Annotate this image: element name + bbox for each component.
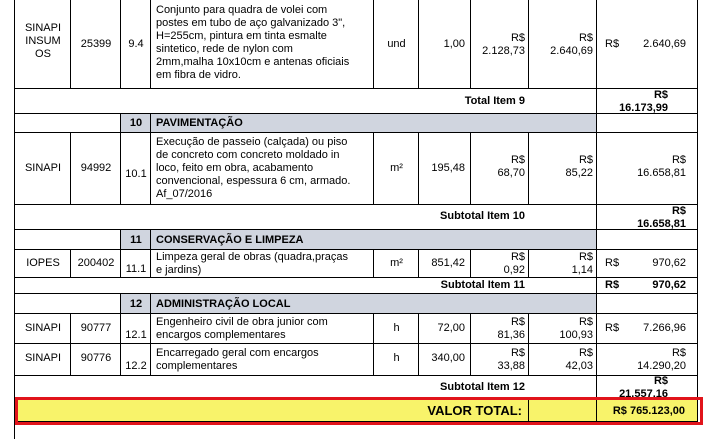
cell-unit-com-bdi [529,314,597,344]
subtotal-item-11-value-cell [597,278,698,294]
unit-com-bdi-text: R$ 100,93 [559,316,593,341]
descricao-text: Conjunto para quadra de volei com postes em tubo de aço galvanizado 3", H=255cm, pintura em tinta esmalte sintetico, rede de nylon com 2mm,malha 10x10cm e antenas oficiais em fibra de vidro. [156,4,350,81]
cell-fonte [15,0,71,89]
cell-descricao [151,0,374,89]
section-blank-cell [15,294,121,314]
cell-item [121,344,151,376]
valor-total-highlight-box [15,397,703,425]
codigo-text: 90777 [80,322,112,334]
total-value-text: 970,62 [652,257,686,269]
section-11-title: CONSERVAÇÃO E LIMPEZA [156,234,304,246]
valor-total-value: R$ 765.123,00 [612,405,685,417]
total-value-text: R$ 16.658,81 [637,154,686,179]
unit-sem-bdi-text: R$ 68,70 [497,154,525,179]
section-11-num-cell [121,230,151,250]
cell-fonte [15,250,71,278]
fonte-text: SINAPI [24,322,62,334]
quantidade-text: 72,00 [437,322,465,334]
cell-descricao [151,250,374,278]
cell-quantidade [419,133,471,205]
cell-unit-sem-bdi [471,133,529,205]
quantidade-text: 1,00 [443,38,465,50]
cell-total [597,133,698,205]
cell-codigo [71,314,121,344]
item-text: 11.1 [125,263,147,275]
section-10-title-cell [151,114,597,133]
section-10-num-cell [121,114,151,133]
cell-item [121,0,151,89]
subtotal-item-10-value: R$ 16.658,81 [637,205,686,230]
section-blank-cell [15,114,121,133]
unidade-text: h [393,352,400,364]
total-rs-text: R$ [605,257,620,269]
fonte-text: SINAPI [24,162,62,174]
cell-descricao [151,314,374,344]
unit-com-bdi-text: R$ 42,03 [565,347,593,372]
cell-unit-sem-bdi [471,314,529,344]
total-value-text: 2.640,69 [643,38,686,50]
cell-unit-com-bdi [529,344,597,376]
subtotal-item-11-value: 970,62 [652,279,686,291]
subtotal-item-12-label: Subtotal Item 12 [440,381,525,393]
cell-unidade [374,0,419,89]
descricao-text: Engenheiro civil de obra junior com encargos complementares [156,316,328,341]
cell-descricao [151,133,374,205]
valor-total-label: VALOR TOTAL: [427,403,522,418]
cell-total [597,250,698,278]
total-rs-text: R$ [605,322,620,334]
section-11-title-cell [151,230,597,250]
cell-quantidade [419,344,471,376]
cell-fonte [15,344,71,376]
cell-item [121,133,151,205]
total-item-9-value: R$ 16.173,99 [619,89,668,114]
cell-unidade [374,250,419,278]
descricao-text: Encarregado geral com encargos complementares [156,347,319,372]
total-item-9-label-cell [15,89,597,114]
quantidade-text: 340,00 [431,352,465,364]
subtotal-item-11-label: Subtotal Item 11 [440,279,525,291]
cell-unit-com-bdi [529,250,597,278]
unidade-text: und [387,38,406,50]
cell-quantidade [419,0,471,89]
section-blank-total-cell [597,230,698,250]
item-text: 12.2 [125,360,147,372]
cell-codigo [71,0,121,89]
section-11-num: 11 [130,234,142,246]
descricao-text: Execução de passeio (calçada) ou piso de concreto com concreto moldado in loco, feito em obra, acabamento convencional, espessura 6 cm, armado. Af_07/2016 [156,136,351,200]
cell-unit-com-bdi [529,0,597,89]
total-value-text: 7.266,96 [643,322,686,334]
unidade-text: m² [390,162,403,174]
cell-fonte [15,314,71,344]
cell-total [597,314,698,344]
codigo-text: 200402 [77,257,115,269]
cell-codigo [71,133,121,205]
item-text: 12.1 [125,329,147,341]
cell-unidade [374,344,419,376]
codigo-text: 94992 [80,162,112,174]
quantidade-text: 851,42 [431,257,465,269]
cell-codigo [71,344,121,376]
cell-descricao [151,344,374,376]
cell-total [597,0,698,89]
fonte-text: SINAPI INSUM OS [24,22,62,60]
unit-sem-bdi-text: R$ 81,36 [497,316,525,341]
descricao-text: Limpeza geral de obras (quadra,praças e jardins) [156,251,349,276]
cell-total [597,344,698,376]
unit-sem-bdi-text: R$ 0,92 [503,251,525,276]
section-10-title: PAVIMENTAÇÃO [156,117,243,129]
section-blank-cell [15,230,121,250]
cell-unit-sem-bdi [471,344,529,376]
subtotal-item-11-rs: R$ [605,279,620,291]
cell-item [121,314,151,344]
subtotal-item-11-label-cell [15,278,597,294]
cell-quantidade [419,250,471,278]
subtotal-item-12-value: R$ 21.557,16 [619,376,668,400]
total-value-text: R$ 14.290,20 [637,347,686,372]
section-blank-total-cell [597,114,698,133]
unit-sem-bdi-text: R$ 33,88 [497,347,525,372]
unidade-text: h [393,322,400,334]
fonte-text: IOPES [26,257,60,269]
section-12-title: ADMINISTRAÇÃO LOCAL [156,298,291,310]
cell-fonte [15,133,71,205]
unidade-text: m² [390,257,403,269]
cell-unit-sem-bdi [471,250,529,278]
subtotal-item-10-value-cell [597,205,698,230]
section-blank-total-cell [597,294,698,314]
unit-sem-bdi-text: R$ 2.128,73 [482,32,525,57]
cell-quantidade [419,314,471,344]
cell-unit-com-bdi [529,133,597,205]
cell-unit-sem-bdi [471,0,529,89]
subtotal-item-10-label: Subtotal Item 10 [440,210,525,222]
unit-com-bdi-text: R$ 85,22 [565,154,593,179]
item-text: 9.4 [128,38,144,50]
item-text: 10.1 [125,168,147,180]
section-12-title-cell [151,294,597,314]
section-10-num: 10 [129,117,143,129]
quantidade-text: 195,48 [431,162,465,174]
cell-item [121,250,151,278]
cell-codigo [71,250,121,278]
total-item-9-value-cell [597,89,698,114]
section-12-num: 12 [129,298,143,310]
subtotal-item-10-label-cell [15,205,597,230]
total-rs-text: R$ [605,38,620,50]
unit-com-bdi-text: R$ 1,14 [571,251,593,276]
fonte-text: SINAPI [24,352,62,364]
section-12-num-cell [121,294,151,314]
unit-com-bdi-text: R$ 2.640,69 [550,32,593,57]
total-item-9-label: Total Item 9 [464,95,525,107]
cell-unidade [374,133,419,205]
cell-unidade [374,314,419,344]
codigo-text: 25399 [80,38,112,50]
codigo-text: 90776 [80,352,112,364]
